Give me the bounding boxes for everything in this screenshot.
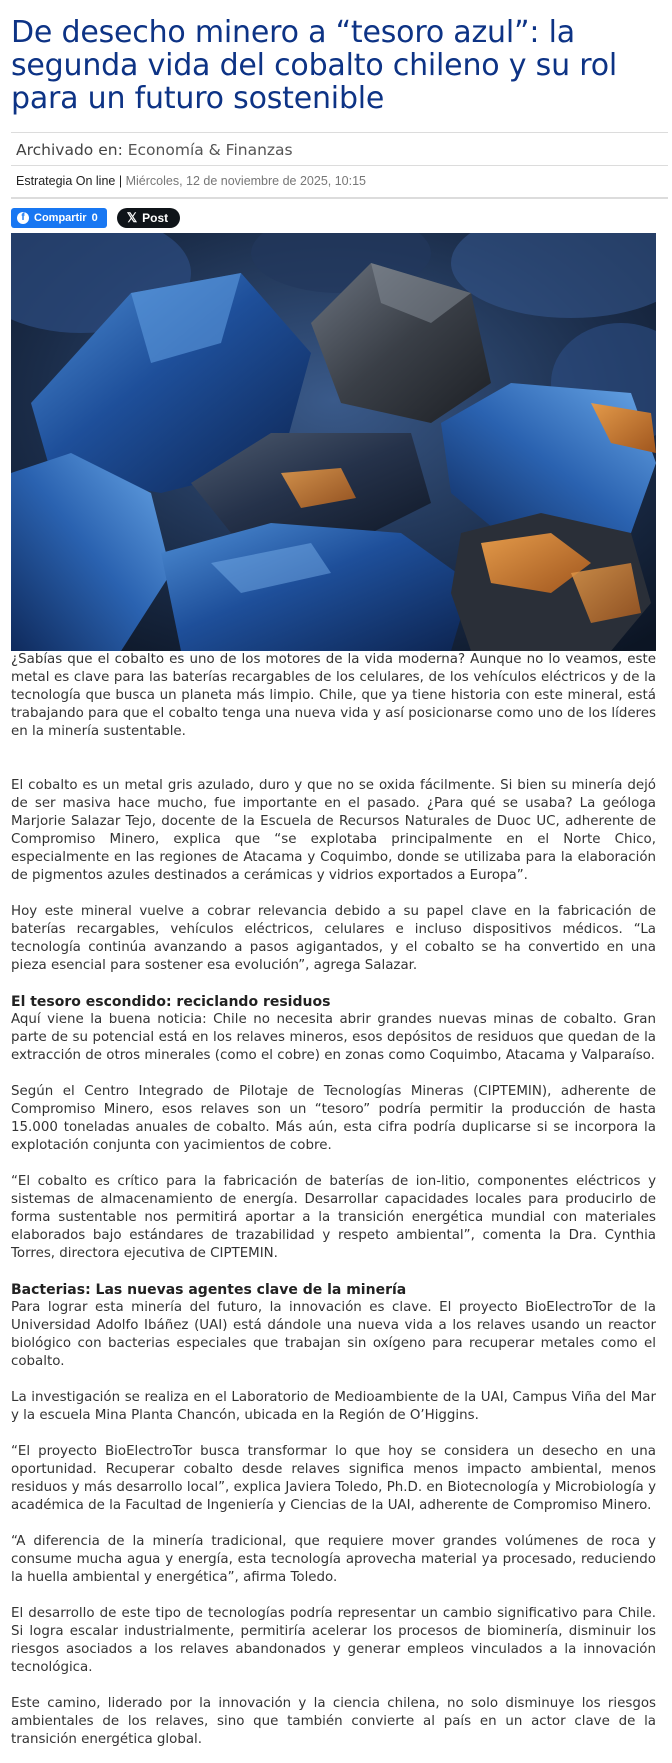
paragraph: “El cobalto es crítico para la fabricación de baterías de ion-litio, componentes eléctricos y sistemas de almacenamiento de energía. Desarrollar capacidades locales para producirlo de forma sustentable nos permitirá aportar a la transición energética mundial con materiales elaborados bajo estándares de trazabilidad y respeto ambiental”, comenta la Dra. Cynthia Torres, directora ejecutiva de CIPTEMIN. — [11, 1174, 656, 1261]
x-logo-icon: 𝕏 — [126, 210, 138, 225]
facebook-share-count: 0 — [91, 212, 98, 224]
archived-label: Archivado en: — [16, 141, 123, 159]
article-body — [11, 651, 656, 1749]
source-name: Estrategia On line — [16, 174, 116, 188]
archived-in — [11, 133, 668, 166]
facebook-icon: f — [17, 212, 29, 224]
byline — [11, 166, 668, 197]
x-post-label: Post — [142, 211, 169, 225]
paragraph: Hoy este mineral vuelve a cobrar relevancia debido a su papel clave en la fabricación de baterías recargables, vehículos eléctricos, celulares e incluso dispositivos médicos. “La tecnología continúa avanzando a pasos agigantados, y el cobalto se ha convertido en una pieza esencial para sostener esa evolución”, agrega Salazar. — [11, 904, 656, 973]
paragraph: “A diferencia de la minería tradicional, que requiere mover grandes volúmenes de roca y consume mucha agua y energía, esta tecnología aprovecha material ya procesado, reduciendo la huella ambiental y energética”, afirma Toledo. — [11, 1534, 656, 1585]
byline-separator: | — [118, 174, 123, 188]
section-heading: Bacterias: Las nuevas agentes clave de la minería — [11, 1282, 407, 1298]
article-meta — [11, 132, 668, 198]
publish-date: Miércoles, 12 de noviembre de 2025, 10:15 — [125, 174, 367, 188]
category-link[interactable]: Economía & Finanzas — [127, 141, 293, 159]
paragraph: El cobalto es un metal gris azulado, duro y que no se oxida fácilmente. Si bien su minería dejó de ser masiva hace mucho, fue importante en el pasado. ¿Para qué se usaba? La geóloga Marjorie Salazar Tejo, docente de la Escuela de Recursos Naturales de Duoc UC, adherente de Compromiso Minero, explica que “se explotaba principalmente en el Norte Chico, especialmente en las regiones de Atacama y Coquimbo, donde se utilizaba para la elaboración de pigmentos azules destinados a cerámicas y vidrios exportados a Europa”. — [11, 778, 656, 883]
paragraph: “El proyecto BioElectroTor busca transformar lo que hoy se considera un desecho en una oportunidad. Recuperar cobalto desde relaves significa menos impacto ambiental, menos residuos y más desarrollo local”, explica Javiera Toledo, Ph.D. en Biotecnología y Microbiología y académica de la Facultad de Ingeniería y Ciencias de la UAI, adherente de Compromiso Minero. — [11, 1444, 656, 1513]
paragraph: ¿Sabías que el cobalto es uno de los motores de la vida moderna? Aunque no lo veamos, este metal es clave para las baterías recargables de los celulares, de los vehículos eléctricos y de la tecnología que busca un planeta más limpio. Chile, que ya tiene historia con este mineral, está trabajando para que el cobalto tenga una nueva vida y así posicionarse como uno de los líderes en la minería sustentable. — [11, 652, 656, 739]
paragraph: Según el Centro Integrado de Pilotaje de Tecnologías Mineras (CIPTEMIN), adherente de Compromiso Minero, esos relaves son un “tesoro” podría permitir la producción de hasta 15.000 toneladas anuales de cobalto. Más aún, esta cifra podría duplicarse si se incorpora la explotación conjunta con yacimientos de cobre. — [11, 1084, 656, 1153]
section-heading: El tesoro escondido: reciclando residuos — [11, 994, 331, 1010]
paragraph: El desarrollo de este tipo de tecnologías podría representar un cambio significativo para Chile. Si logra escalar industrialmente, permitiría acelerar los procesos de biominería, disminuir los riesgos asociados a los relaves abandonados y generar empleos vinculados a la innovación tecnológica. — [11, 1606, 656, 1675]
facebook-share-label: Compartir — [34, 212, 87, 224]
facebook-share-button[interactable] — [11, 208, 107, 228]
paragraph: Aquí viene la buena noticia: Chile no necesita abrir grandes nuevas minas de cobalto. Gran parte de su potencial está en los relaves mineros, esos depósitos de residuos que quedan de la extracción de otros minerales (como el cobre) en zonas como Coquimbo, Atacama y Valparaíso. — [11, 1012, 656, 1063]
share-bar — [11, 198, 668, 232]
x-post-button[interactable] — [117, 208, 181, 228]
paragraph: Para lograr esta minería del futuro, la innovación es clave. El proyecto BioElectroTor de la Universidad Adolfo Ibáñez (UAI) está dándole una nueva vida a los relaves usando un reactor biológico con bacterias especiales que trabajan sin oxígeno para recuperar metales como el cobalto. — [11, 1300, 656, 1369]
hero-image — [11, 233, 656, 651]
article-title: De desecho minero a “tesoro azul”: la segunda vida del cobalto chileno y su rol para un futuro sostenible — [11, 15, 617, 116]
paragraph: Este camino, liderado por la innovación y la ciencia chilena, no solo disminuye los riesgos ambientales de los relaves, sino que también convierte al país en un actor clave de la transición energética global. — [11, 1696, 656, 1747]
paragraph: La investigación se realiza en el Laboratorio de Medioambiente de la UAI, Campus Viña del Mar y la escuela Mina Planta Chancón, ubicada en la Región de O’Higgins. — [11, 1390, 656, 1423]
